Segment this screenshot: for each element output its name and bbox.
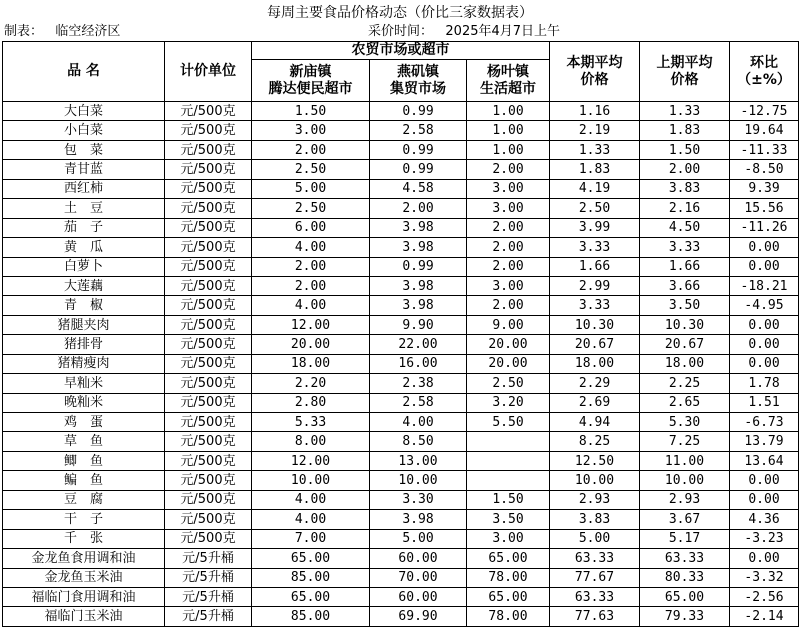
market-2-price: 3.98 xyxy=(370,510,467,529)
market-3-price xyxy=(467,451,550,470)
current-avg-price: 20.67 xyxy=(550,335,640,354)
unit-cell: 元/500克 xyxy=(165,393,252,412)
previous-avg-price: 11.00 xyxy=(640,451,730,470)
header-market-3: 杨叶镇 生活超市 xyxy=(467,60,550,102)
ratio-value: 1.78 xyxy=(730,374,799,393)
table-row xyxy=(3,549,799,568)
table-row xyxy=(3,374,799,393)
table-row xyxy=(3,451,799,470)
current-avg-price: 1.16 xyxy=(550,102,640,121)
market-3-price: 9.00 xyxy=(467,315,550,334)
market-2-price: 10.00 xyxy=(370,471,467,490)
market-1-price: 20.00 xyxy=(252,335,370,354)
table-row xyxy=(3,413,799,432)
previous-avg-price: 80.33 xyxy=(640,568,730,587)
current-avg-price: 1.66 xyxy=(550,257,640,276)
ratio-value: -12.75 xyxy=(730,102,799,121)
market-2-price: 3.98 xyxy=(370,296,467,315)
market-2-price: 70.00 xyxy=(370,568,467,587)
previous-avg-price: 3.66 xyxy=(640,276,730,295)
table-row xyxy=(3,160,799,179)
ratio-value: 1.51 xyxy=(730,393,799,412)
market-1-price: 2.00 xyxy=(252,257,370,276)
unit-cell: 元/500克 xyxy=(165,199,252,218)
header-current-avg: 本期平均 价格 xyxy=(550,42,640,102)
table-row xyxy=(3,199,799,218)
current-avg-price: 1.83 xyxy=(550,160,640,179)
market-2-price: 0.99 xyxy=(370,160,467,179)
item-name: 豆 腐 xyxy=(3,490,165,509)
table-row xyxy=(3,490,799,509)
table-row xyxy=(3,335,799,354)
ratio-value: -2.14 xyxy=(730,607,799,626)
table-row xyxy=(3,315,799,334)
unit-cell: 元/500克 xyxy=(165,413,252,432)
market-1-price: 65.00 xyxy=(252,587,370,606)
market-2-price: 60.00 xyxy=(370,549,467,568)
market-3-price: 3.50 xyxy=(467,510,550,529)
item-name: 大莲藕 xyxy=(3,276,165,295)
market-1-price: 3.00 xyxy=(252,121,370,140)
unit-cell: 元/500克 xyxy=(165,238,252,257)
unit-cell: 元/5升桶 xyxy=(165,568,252,587)
table-row xyxy=(3,218,799,237)
market-1-price: 4.00 xyxy=(252,490,370,509)
market-1-price: 2.00 xyxy=(252,140,370,159)
unit-cell: 元/500克 xyxy=(165,432,252,451)
ratio-value: 0.00 xyxy=(730,471,799,490)
market-3-price: 2.50 xyxy=(467,374,550,393)
previous-avg-price: 2.16 xyxy=(640,199,730,218)
item-name: 黄 瓜 xyxy=(3,238,165,257)
header-market-group: 农贸市场或超市 xyxy=(252,42,550,60)
current-avg-price: 10.00 xyxy=(550,471,640,490)
price-time-label: 采价时间： 2025年4月7日上午 xyxy=(368,24,561,39)
item-name: 小白菜 xyxy=(3,121,165,140)
previous-avg-price: 5.17 xyxy=(640,529,730,548)
unit-cell: 元/500克 xyxy=(165,276,252,295)
header-previous-avg: 上期平均 价格 xyxy=(640,42,730,102)
table-row xyxy=(3,354,799,373)
market-2-price: 3.98 xyxy=(370,218,467,237)
ratio-value: -18.21 xyxy=(730,276,799,295)
ratio-value: -11.33 xyxy=(730,140,799,159)
table-row xyxy=(3,471,799,490)
market-3-price: 1.00 xyxy=(467,140,550,159)
ratio-value: 0.00 xyxy=(730,549,799,568)
previous-avg-price: 1.33 xyxy=(640,102,730,121)
table-row xyxy=(3,121,799,140)
item-name: 土 豆 xyxy=(3,199,165,218)
unit-cell: 元/500克 xyxy=(165,335,252,354)
ratio-value: -8.50 xyxy=(730,160,799,179)
ratio-value: 4.36 xyxy=(730,510,799,529)
ratio-value: 13.79 xyxy=(730,432,799,451)
unit-cell: 元/500克 xyxy=(165,315,252,334)
table-row xyxy=(3,568,799,587)
item-name: 青 椒 xyxy=(3,296,165,315)
item-name: 包 菜 xyxy=(3,140,165,159)
ratio-value: -4.95 xyxy=(730,296,799,315)
ratio-value: 0.00 xyxy=(730,238,799,257)
current-avg-price: 2.93 xyxy=(550,490,640,509)
market-1-price: 2.20 xyxy=(252,374,370,393)
table-row xyxy=(3,432,799,451)
unit-cell: 元/500克 xyxy=(165,451,252,470)
item-name: 晚籼米 xyxy=(3,393,165,412)
previous-avg-price: 10.00 xyxy=(640,471,730,490)
market-3-price: 78.00 xyxy=(467,568,550,587)
unit-cell: 元/5升桶 xyxy=(165,587,252,606)
market-2-price: 9.90 xyxy=(370,315,467,334)
table-row xyxy=(3,276,799,295)
ratio-value: -2.56 xyxy=(730,587,799,606)
table-row xyxy=(3,257,799,276)
item-name: 猪排骨 xyxy=(3,335,165,354)
market-3-price: 2.00 xyxy=(467,238,550,257)
market-1-price: 2.80 xyxy=(252,393,370,412)
market-1-price: 8.00 xyxy=(252,432,370,451)
market-1-price: 2.50 xyxy=(252,160,370,179)
unit-cell: 元/500克 xyxy=(165,296,252,315)
unit-cell: 元/500克 xyxy=(165,510,252,529)
current-avg-price: 4.19 xyxy=(550,179,640,198)
item-name: 草 鱼 xyxy=(3,432,165,451)
market-2-price: 0.99 xyxy=(370,257,467,276)
previous-avg-price: 1.50 xyxy=(640,140,730,159)
previous-avg-price: 20.67 xyxy=(640,335,730,354)
item-name: 白萝卜 xyxy=(3,257,165,276)
header-name: 品 名 xyxy=(3,42,165,102)
market-1-price: 1.50 xyxy=(252,102,370,121)
market-1-price: 4.00 xyxy=(252,510,370,529)
current-avg-price: 12.50 xyxy=(550,451,640,470)
market-2-price: 0.99 xyxy=(370,102,467,121)
market-3-price: 20.00 xyxy=(467,354,550,373)
previous-avg-price: 2.00 xyxy=(640,160,730,179)
item-name: 青甘蓝 xyxy=(3,160,165,179)
market-3-price: 3.00 xyxy=(467,529,550,548)
unit-cell: 元/500克 xyxy=(165,529,252,548)
unit-cell: 元/500克 xyxy=(165,374,252,393)
current-avg-price: 3.99 xyxy=(550,218,640,237)
ratio-value: 0.00 xyxy=(730,257,799,276)
market-3-price: 65.00 xyxy=(467,587,550,606)
previous-avg-price: 63.33 xyxy=(640,549,730,568)
market-3-price: 65.00 xyxy=(467,549,550,568)
item-name: 猪腿夹肉 xyxy=(3,315,165,334)
table-row xyxy=(3,393,799,412)
market-2-price: 2.58 xyxy=(370,393,467,412)
market-1-price: 85.00 xyxy=(252,568,370,587)
ratio-value: 13.64 xyxy=(730,451,799,470)
market-3-price: 2.00 xyxy=(467,257,550,276)
ratio-value: 0.00 xyxy=(730,354,799,373)
item-name: 大白菜 xyxy=(3,102,165,121)
previous-avg-price: 2.25 xyxy=(640,374,730,393)
item-name: 鳊 鱼 xyxy=(3,471,165,490)
market-2-price: 60.00 xyxy=(370,587,467,606)
item-name: 福临门玉米油 xyxy=(3,607,165,626)
previous-avg-price: 4.50 xyxy=(640,218,730,237)
market-2-price: 0.99 xyxy=(370,140,467,159)
item-name: 千 张 xyxy=(3,529,165,548)
current-avg-price: 3.33 xyxy=(550,296,640,315)
table-row xyxy=(3,529,799,548)
current-avg-price: 2.99 xyxy=(550,276,640,295)
market-3-price: 78.00 xyxy=(467,607,550,626)
previous-avg-price: 1.66 xyxy=(640,257,730,276)
previous-avg-price: 3.67 xyxy=(640,510,730,529)
market-2-price: 2.58 xyxy=(370,121,467,140)
market-1-price: 18.00 xyxy=(252,354,370,373)
market-3-price: 1.00 xyxy=(467,102,550,121)
market-3-price: 3.00 xyxy=(467,276,550,295)
market-3-price: 1.00 xyxy=(467,121,550,140)
ratio-value: -11.26 xyxy=(730,218,799,237)
market-2-price: 3.98 xyxy=(370,276,467,295)
previous-avg-price: 18.00 xyxy=(640,354,730,373)
market-3-price: 20.00 xyxy=(467,335,550,354)
market-1-price: 4.00 xyxy=(252,296,370,315)
market-3-price: 3.20 xyxy=(467,393,550,412)
unit-cell: 元/5升桶 xyxy=(165,607,252,626)
maker-label: 制表： 临空经济区 xyxy=(4,24,121,39)
market-1-price: 85.00 xyxy=(252,607,370,626)
market-1-price: 12.00 xyxy=(252,451,370,470)
item-name: 茄 子 xyxy=(3,218,165,237)
item-name: 鸡 蛋 xyxy=(3,413,165,432)
unit-cell: 元/500克 xyxy=(165,140,252,159)
current-avg-price: 77.67 xyxy=(550,568,640,587)
header-market-1: 新庙镇 腾达便民超市 xyxy=(252,60,370,102)
market-1-price: 2.00 xyxy=(252,276,370,295)
market-1-price: 5.33 xyxy=(252,413,370,432)
unit-cell: 元/500克 xyxy=(165,257,252,276)
table-row xyxy=(3,587,799,606)
current-avg-price: 2.19 xyxy=(550,121,640,140)
ratio-value: 0.00 xyxy=(730,490,799,509)
current-avg-price: 8.25 xyxy=(550,432,640,451)
previous-avg-price: 1.83 xyxy=(640,121,730,140)
item-name: 福临门食用调和油 xyxy=(3,587,165,606)
unit-cell: 元/500克 xyxy=(165,218,252,237)
ratio-value: 0.00 xyxy=(730,315,799,334)
market-2-price: 13.00 xyxy=(370,451,467,470)
previous-avg-price: 2.93 xyxy=(640,490,730,509)
market-2-price: 16.00 xyxy=(370,354,467,373)
market-2-price: 22.00 xyxy=(370,335,467,354)
market-3-price xyxy=(467,432,550,451)
header-unit: 计价单位 xyxy=(165,42,252,102)
market-1-price: 6.00 xyxy=(252,218,370,237)
market-3-price: 5.50 xyxy=(467,413,550,432)
current-avg-price: 3.33 xyxy=(550,238,640,257)
market-2-price: 2.00 xyxy=(370,199,467,218)
ratio-value: 9.39 xyxy=(730,179,799,198)
market-1-price: 5.00 xyxy=(252,179,370,198)
item-name: 干 子 xyxy=(3,510,165,529)
market-2-price: 8.50 xyxy=(370,432,467,451)
header-market-2: 燕矶镇 集贸市场 xyxy=(370,60,467,102)
current-avg-price: 4.94 xyxy=(550,413,640,432)
price-table xyxy=(2,41,799,627)
previous-avg-price: 10.30 xyxy=(640,315,730,334)
table-row xyxy=(3,140,799,159)
unit-cell: 元/500克 xyxy=(165,102,252,121)
previous-avg-price: 7.25 xyxy=(640,432,730,451)
previous-avg-price: 79.33 xyxy=(640,607,730,626)
market-1-price: 12.00 xyxy=(252,315,370,334)
market-1-price: 10.00 xyxy=(252,471,370,490)
market-1-price: 2.50 xyxy=(252,199,370,218)
table-row xyxy=(3,296,799,315)
item-name: 金龙鱼玉米油 xyxy=(3,568,165,587)
current-avg-price: 1.33 xyxy=(550,140,640,159)
item-name: 西红柿 xyxy=(3,179,165,198)
current-avg-price: 2.29 xyxy=(550,374,640,393)
market-2-price: 2.38 xyxy=(370,374,467,393)
market-3-price: 1.50 xyxy=(467,490,550,509)
current-avg-price: 3.83 xyxy=(550,510,640,529)
unit-cell: 元/5升桶 xyxy=(165,549,252,568)
current-avg-price: 77.63 xyxy=(550,607,640,626)
unit-cell: 元/500克 xyxy=(165,490,252,509)
market-1-price: 65.00 xyxy=(252,549,370,568)
unit-cell: 元/500克 xyxy=(165,160,252,179)
previous-avg-price: 65.00 xyxy=(640,587,730,606)
market-2-price: 4.00 xyxy=(370,413,467,432)
ratio-value: 15.56 xyxy=(730,199,799,218)
item-name: 猪精瘦肉 xyxy=(3,354,165,373)
previous-avg-price: 3.33 xyxy=(640,238,730,257)
current-avg-price: 63.33 xyxy=(550,587,640,606)
market-3-price: 3.00 xyxy=(467,199,550,218)
table-row xyxy=(3,238,799,257)
unit-cell: 元/500克 xyxy=(165,179,252,198)
market-3-price: 2.00 xyxy=(467,296,550,315)
market-3-price: 3.00 xyxy=(467,179,550,198)
table-row xyxy=(3,510,799,529)
current-avg-price: 10.30 xyxy=(550,315,640,334)
current-avg-price: 2.69 xyxy=(550,393,640,412)
table-title: 每周主要食品价格动态（价比三家数据表） xyxy=(267,5,533,21)
market-2-price: 4.58 xyxy=(370,179,467,198)
market-2-price: 69.90 xyxy=(370,607,467,626)
ratio-value: -6.73 xyxy=(730,413,799,432)
table-row xyxy=(3,179,799,198)
current-avg-price: 18.00 xyxy=(550,354,640,373)
item-name: 早籼米 xyxy=(3,374,165,393)
current-avg-price: 63.33 xyxy=(550,549,640,568)
unit-cell: 元/500克 xyxy=(165,471,252,490)
unit-cell: 元/500克 xyxy=(165,354,252,373)
current-avg-price: 2.50 xyxy=(550,199,640,218)
ratio-value: -3.32 xyxy=(730,568,799,587)
market-3-price: 2.00 xyxy=(467,218,550,237)
market-2-price: 3.98 xyxy=(370,238,467,257)
ratio-value: -3.23 xyxy=(730,529,799,548)
table-row xyxy=(3,102,799,121)
previous-avg-price: 3.83 xyxy=(640,179,730,198)
table-row xyxy=(3,607,799,626)
market-1-price: 4.00 xyxy=(252,238,370,257)
item-name: 鲫 鱼 xyxy=(3,451,165,470)
item-name: 金龙鱼食用调和油 xyxy=(3,549,165,568)
previous-avg-price: 3.50 xyxy=(640,296,730,315)
market-1-price: 7.00 xyxy=(252,529,370,548)
previous-avg-price: 5.30 xyxy=(640,413,730,432)
ratio-value: 19.64 xyxy=(730,121,799,140)
previous-avg-price: 2.65 xyxy=(640,393,730,412)
market-3-price: 2.00 xyxy=(467,160,550,179)
market-2-price: 5.00 xyxy=(370,529,467,548)
current-avg-price: 5.00 xyxy=(550,529,640,548)
header-ratio: 环比 （±%） xyxy=(730,42,799,102)
market-2-price: 3.30 xyxy=(370,490,467,509)
unit-cell: 元/500克 xyxy=(165,121,252,140)
ratio-value: 0.00 xyxy=(730,335,799,354)
market-3-price xyxy=(467,471,550,490)
